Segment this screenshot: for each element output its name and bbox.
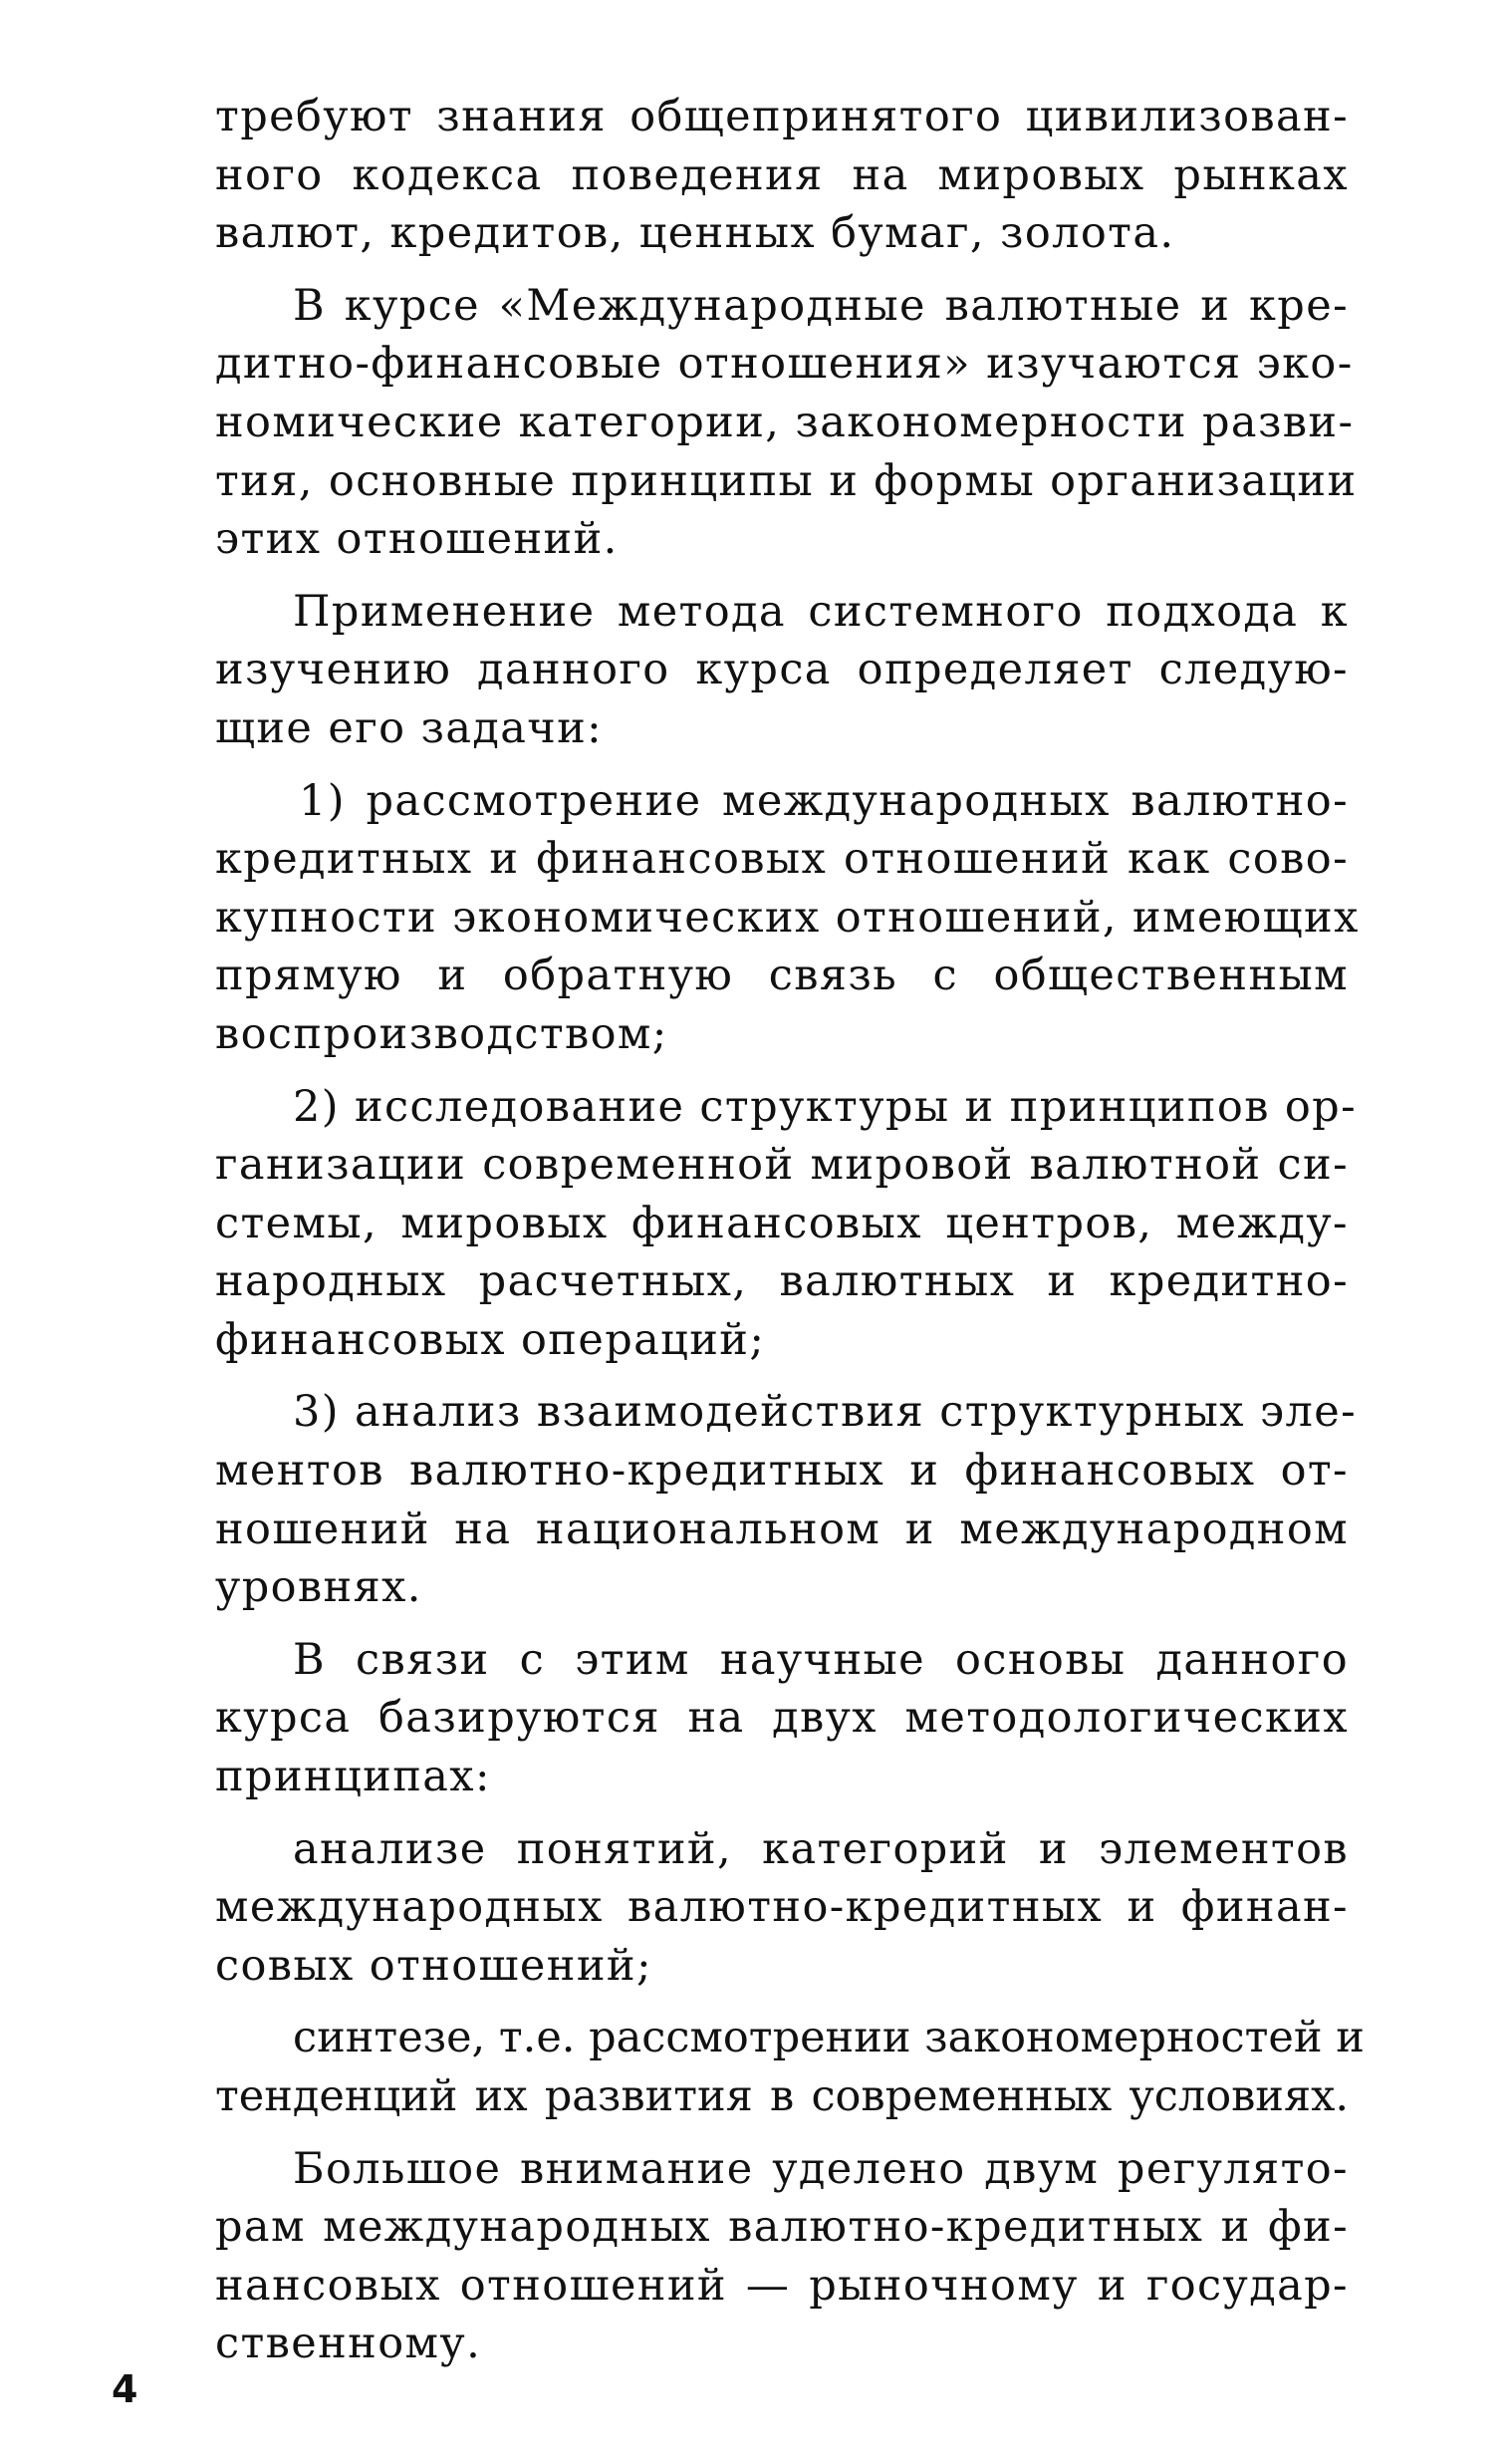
text-line: стемы, мировых финансовых центров, между-: [215, 1198, 1349, 1248]
text-line: ственному.: [215, 2319, 482, 2369]
page-number: 4: [112, 2367, 138, 2411]
text-line: дитно-финансовые отношения» изучаются эко-: [215, 339, 1354, 390]
paragraph-2: [215, 277, 1358, 569]
text-line: синтезе, т.е. рассмотрении закономерностей и: [293, 2013, 1365, 2063]
principle-synthesis: [215, 2009, 1365, 2125]
page-body: [215, 88, 1365, 2387]
text-line: кредитных и финансовых отношений как сово-: [215, 834, 1349, 885]
text-line: нансовых отношений — рыночному и государ-: [215, 2260, 1349, 2311]
text-line: тенденций их развития в современных условиях.: [215, 2071, 1349, 2121]
text-line: этих отношений.: [215, 514, 619, 565]
text-line: Большое внимание уделено двум регулято-: [293, 2143, 1349, 2194]
principle-analysis: [215, 1820, 1349, 1996]
text-line: прямую и обратную связь с общественным: [215, 951, 1349, 1001]
text-line: анализе понятий, категорий и элементов: [293, 1823, 1349, 1874]
text-line: тия, основные принципы и формы организации: [215, 455, 1358, 506]
paragraph-5: [215, 2140, 1349, 2373]
text-line: изучению данного курса определяет следую-: [215, 645, 1349, 695]
text-line: 3) анализ взаимодействия структурных эле-: [293, 1387, 1358, 1438]
text-line: Применение метода системного подхода к: [293, 586, 1349, 637]
list-item-3: [215, 1383, 1358, 1616]
text-line: ного кодекса поведения на мировых рынках: [215, 149, 1349, 200]
text-line: ношений на национальном и международном: [215, 1504, 1349, 1554]
text-line: финансовых операций;: [215, 1314, 766, 1365]
text-line: воспроизводством;: [215, 1008, 668, 1059]
paragraph-3: [215, 583, 1349, 758]
text-line: щие его задачи:: [215, 702, 604, 753]
list-item-2: [215, 1078, 1358, 1370]
text-line: номические категории, закономерности разви-: [215, 397, 1355, 447]
text-line: народных расчетных, валютных и кредитно-: [215, 1256, 1349, 1307]
paragraph-1: [215, 88, 1349, 263]
text-line: курса базируются на двух методологических: [215, 1693, 1349, 1744]
list-item-1: [215, 772, 1360, 1064]
text-line: рам международных валютно-кредитных и фи-: [215, 2202, 1349, 2253]
text-line: совых отношений;: [215, 1940, 652, 1991]
text-line: купности экономических отношений, имеющих: [215, 892, 1360, 943]
text-line: ганизации современной мировой валютной си-: [215, 1140, 1349, 1191]
text-line: 2) исследование структуры и принципов ор-: [293, 1081, 1358, 1132]
text-line: международных валютно-кредитных и финан-: [215, 1882, 1349, 1933]
text-line: ментов валютно-кредитных и финансовых от-: [215, 1446, 1349, 1497]
text-line: валют, кредитов, ценных бумаг, золота.: [215, 208, 1175, 259]
text-line: уровнях.: [215, 1562, 422, 1613]
text-line: В курсе «Международные валютные и кре-: [293, 280, 1349, 331]
text-line: принципах:: [215, 1752, 491, 1802]
paragraph-4: [215, 1631, 1349, 1806]
text-line: В связи с этим научные основы данного: [293, 1634, 1349, 1685]
text-line: 1) рассмотрение международных валютно-: [299, 775, 1349, 826]
text-line: требуют знания общепринятого цивилизован-: [215, 92, 1349, 141]
